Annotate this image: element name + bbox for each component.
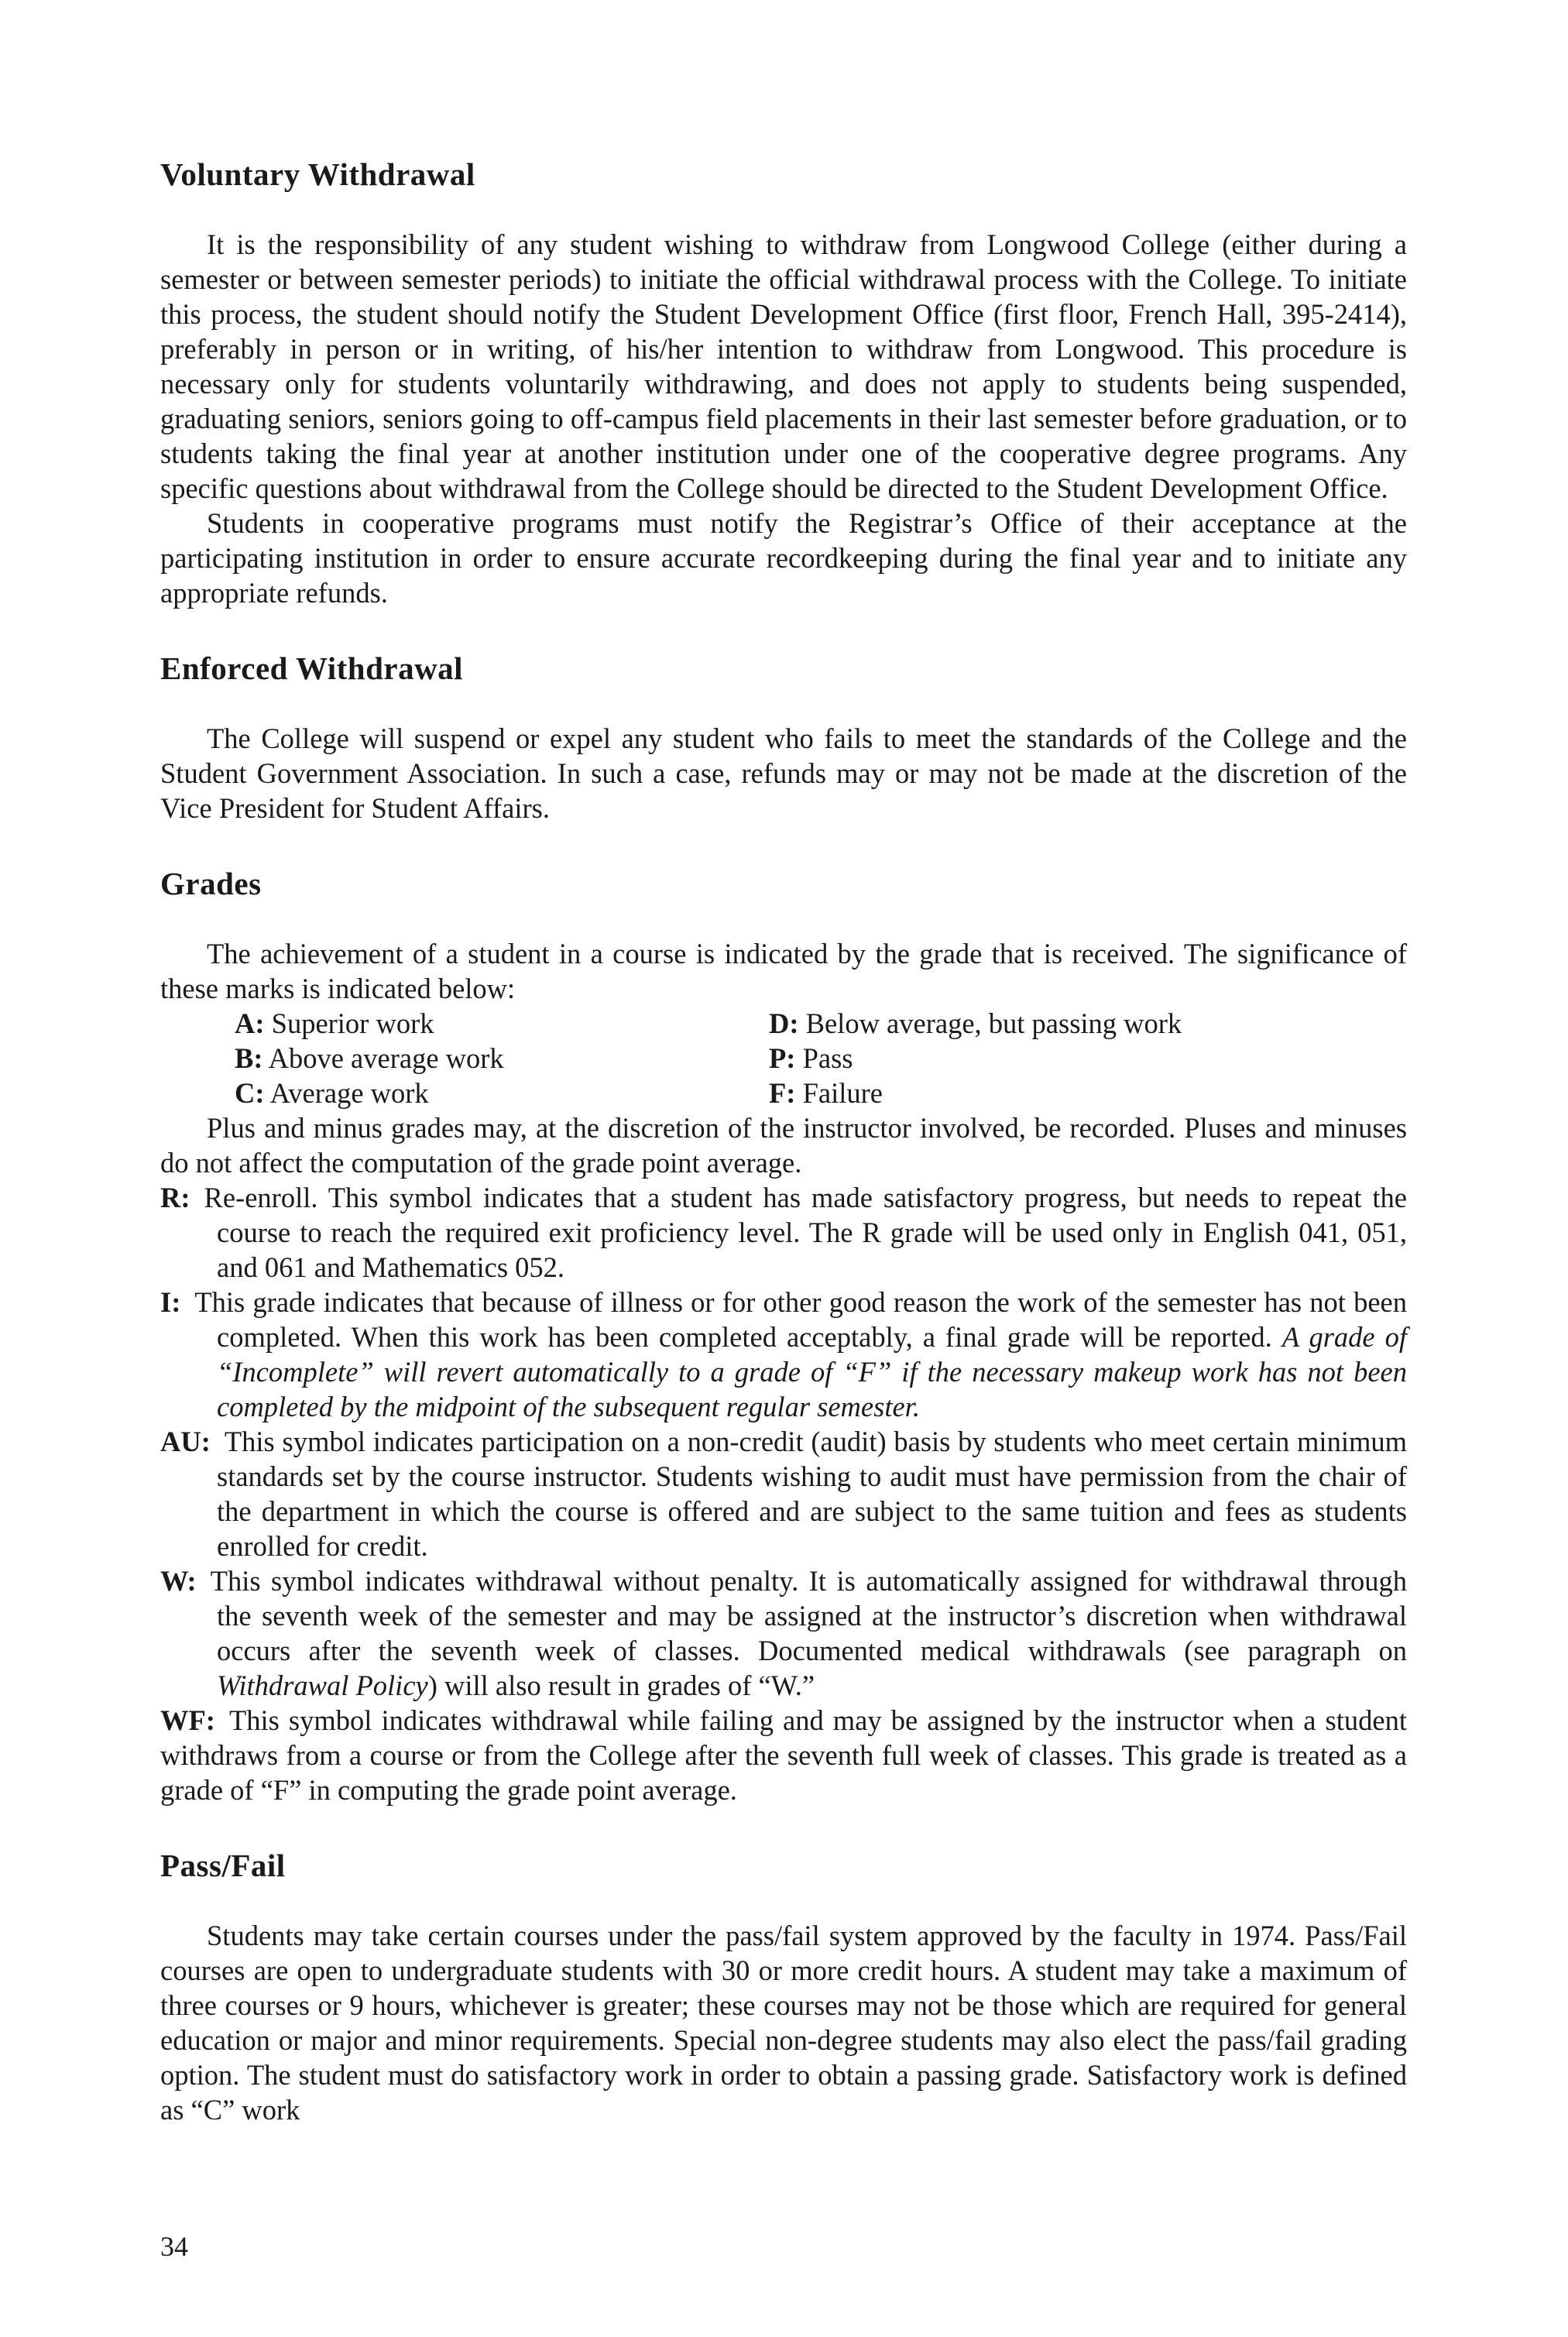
paragraph: It is the responsibility of any student wishing to withdraw from Longwood College (either during a semester or between semester periods) to initiate the official withdrawal process with the College. To initiate this process, the student should notify the Student Development Office (first floor, French Hall, 395-2414), preferably in person or in writing, of his/her intention to withdraw from Longwood. This procedure is necessary only for students voluntarily withdrawing, and does not apply to students being suspended, graduating seniors, seniors going to off-campus field placements in their last semester before graduation, or to students taking the final year at another institution under one of the cooperative degree programs. Any specific questions about withdrawal from the College should be directed to the Student Development Office.: [160, 228, 1407, 504]
symbol-au: [160, 1424, 1407, 1563]
symbol-text: This grade indicates that because of illness or for other good reason the work of the semester has not been completed. When this work has been completed acceptably, a final grade will be reported.: [194, 1286, 1407, 1353]
symbol-i: [160, 1285, 1407, 1424]
grade-desc: Above average work: [268, 1042, 504, 1074]
symbol-text: This symbol indicates withdrawal while failing and may be assigned by the instructor when a student withdraws from a course or from the College after the seventh full week of classes. This grade is treated as a grade of “F” in computing the grade point average.: [160, 1704, 1407, 1806]
page-number: 34: [160, 2231, 188, 2262]
symbol-label: R:: [160, 1182, 190, 1213]
enforced-withdrawal-section: [160, 649, 1407, 825]
document-page: [160, 155, 1407, 2166]
voluntary-withdrawal-section: [160, 155, 1407, 610]
grade-item: [235, 1076, 769, 1110]
grade-letter: B:: [235, 1042, 263, 1074]
section-heading: Pass/Fail: [160, 1848, 286, 1883]
grade-item: [769, 1041, 1311, 1076]
grades-section: [160, 864, 1407, 1807]
grade-item: [235, 1006, 769, 1041]
paragraph: The College will suspend or expel any student who fails to meet the standards of the College and the Student Government Association. In such a case, refunds may or may not be made at the discretion of the Vice President for Student Affairs.: [160, 722, 1407, 824]
symbol-text-cont: ) will also result in grades of “W.”: [427, 1670, 815, 1701]
section-heading: Grades: [160, 866, 262, 901]
symbol-text: This symbol indicates withdrawal without penalty. It is automatically assigned for withdrawal through the seventh week of the semester and may be assigned at the instructor’s discretion when withdrawal occurs after the seventh week of classes. Documented medical withdrawals (see paragraph on: [210, 1565, 1407, 1666]
symbol-wf: [160, 1703, 1407, 1807]
paragraph: Students may take certain courses under the pass/fail system approved by the faculty in 1974. Pass/Fail courses are open to undergraduate students with 30 or more credit hours. A student may take a maximum of three courses or 9 hours, whichever is greater; these courses may not be those which are required for general education or major and minor requirements. Special non-degree students may also elect the pass/fail grading option. The student must do satisfactory work in order to obtain a passing grade. Satisfactory work is defined as “C” work: [160, 1920, 1407, 2126]
grade-letter: P:: [769, 1042, 796, 1074]
symbol-text: Re-enroll. This symbol indicates that a student has made satisfactory progress, but needs to repeat the course to reach the required exit proficiency level. The R grade will be used only in English 041, 051, and 061 and Mathematics 052.: [204, 1182, 1407, 1283]
withdrawal-policy-ref: Withdrawal Policy: [217, 1670, 428, 1701]
grade-letter: F:: [769, 1077, 796, 1109]
grade-item: [769, 1006, 1311, 1041]
paragraph: Students in cooperative programs must notify the Registrar’s Office of their acceptance at the participating institution in order to ensure accurate recordkeeping during the final year and to initiate any appropriate refunds.: [160, 507, 1407, 609]
pass-fail-section: [160, 1846, 1407, 2127]
symbol-text: This symbol indicates participation on a non-credit (audit) basis by students who meet certain minimum standards set by the course instructor. Students wishing to audit must have permission from the chair of the department in which the course is offered and are subject to the same tuition and fees as students enrolled for credit.: [217, 1426, 1407, 1562]
grade-item: [769, 1076, 1311, 1110]
symbol-label: I:: [160, 1286, 181, 1318]
section-heading: Voluntary Withdrawal: [160, 156, 475, 192]
section-heading: Enforced Withdrawal: [160, 650, 464, 686]
symbol-label: WF:: [160, 1704, 215, 1736]
grade-desc: Pass: [802, 1042, 853, 1074]
grade-letter: A:: [235, 1007, 265, 1039]
grade-item: [235, 1041, 769, 1076]
paragraph: The achievement of a student in a course is indicated by the grade that is received. The significance of these marks is indicated below:: [160, 938, 1407, 1004]
grade-desc: Superior work: [271, 1007, 434, 1039]
symbol-label: AU:: [160, 1426, 211, 1457]
grade-desc: Below average, but passing work: [805, 1007, 1182, 1039]
paragraph: Plus and minus grades may, at the discretion of the instructor involved, be recorded. Pluses and minuses do not affect the computation of the grade point average.: [160, 1112, 1407, 1179]
grade-desc: Average work: [269, 1077, 429, 1109]
grade-list: [235, 1006, 1407, 1110]
symbol-w: [160, 1563, 1407, 1703]
grade-desc: Failure: [802, 1077, 883, 1109]
symbol-label: W:: [160, 1565, 197, 1597]
symbol-note-italic: A grade of “Incomplete” will revert automatically to a grade of “F” if the necessary makeup work has not been completed by the midpoint of the subsequent regular semester.: [217, 1321, 1407, 1422]
grade-letter: C:: [235, 1077, 265, 1109]
grade-letter: D:: [769, 1007, 799, 1039]
symbol-r: [160, 1180, 1407, 1285]
